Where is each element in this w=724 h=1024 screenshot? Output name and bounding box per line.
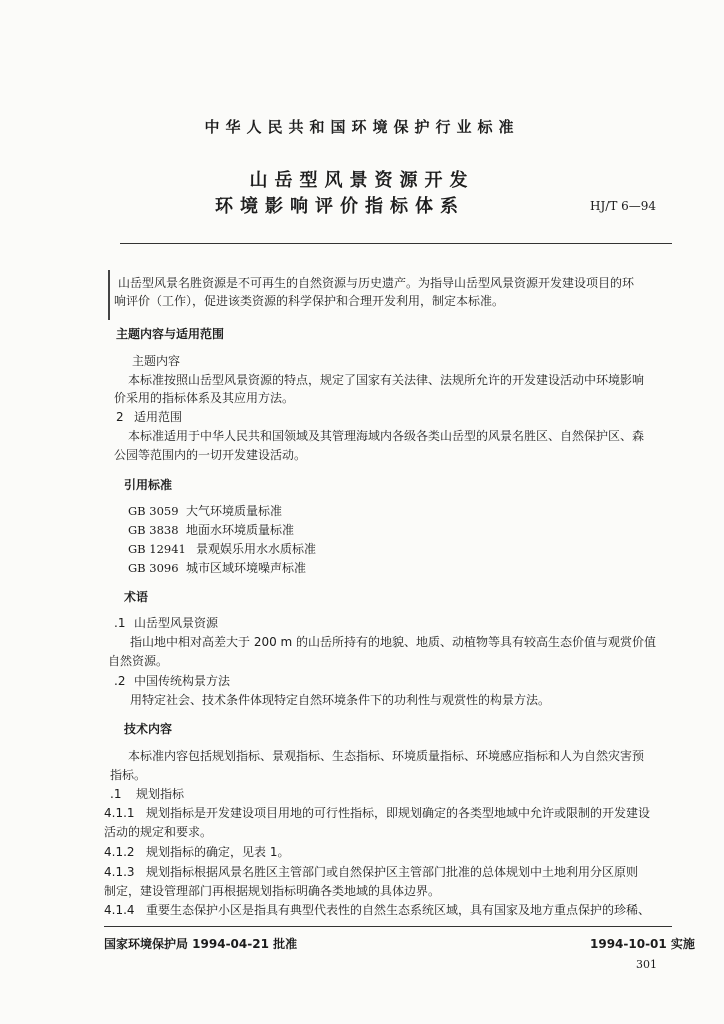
item-4-1-4-text: 重要生态保护小区是指具有典型代表性的自然生态系统区域，具有国家及地方重点保护的珍稀、: [146, 903, 651, 917]
term-1-text-1: 指山地中相对高差大于 200 m 的山岳所持有的地貌、地质、动植物等具有较高生态价值与观赏价值: [130, 635, 657, 649]
section-1-heading: 主题内容与适用范围: [116, 327, 225, 341]
reference-name: 大气环境质量标准: [186, 504, 283, 518]
reference-item: [128, 561, 306, 575]
scan-edge-mark: [108, 270, 110, 320]
section-4-heading: 技术内容: [124, 722, 173, 736]
effective-date: 1994-10-01 实施: [590, 937, 695, 951]
term-1-text-2: 自然资源。: [108, 654, 169, 668]
reference-code: GB 3059: [128, 504, 179, 518]
intro-line-1: 山岳型风景名胜资源是不可再生的自然资源与历史遗产。为指导山岳型风景资源开发建设项目的环: [118, 276, 635, 290]
footer-rule: [104, 926, 672, 927]
reference-code: GB 3096: [128, 561, 179, 575]
item-4-1-1-number: 4.1.1: [104, 806, 135, 820]
item-4-1-1-text-1: 规划指标是开发建设项目用地的可行性指标，即规划确定的各类型地域中允许或限制的开发建设: [146, 806, 651, 820]
item-4-1-3-text-2: 制定，建设管理部门再根据规划指标明确各类地域的具体边界。: [104, 884, 441, 898]
reference-name: 景观娱乐用水水质标准: [196, 542, 317, 556]
section-4-intro-1: 本标准内容包括规划指标、景观指标、生态指标、环境质量指标、环境感应指标和人为自然灾害预: [128, 749, 645, 763]
reference-name: 城市区域环境噪声标准: [186, 561, 307, 575]
reference-code: GB 12941: [128, 542, 186, 556]
header-rule: [120, 243, 672, 244]
term-1-number: .1: [114, 616, 126, 630]
page-number: 301: [636, 958, 657, 971]
reference-code: GB 3838: [128, 523, 179, 537]
document-title-line1: 山岳型风景资源开发: [249, 170, 475, 191]
term-1-heading: 山岳型风景资源: [134, 616, 219, 630]
reference-name: 地面水环境质量标准: [186, 523, 295, 537]
section-1-1-text-1: 本标准按照山岳型风景资源的特点，规定了国家有关法律、法规所允许的开发建设活动中环境影响: [128, 373, 645, 387]
document-organization: 中华人民共和国环境保护行业标准: [204, 118, 520, 136]
term-2-heading: 中国传统构景方法: [134, 674, 231, 688]
section-1-2-number: 2: [116, 410, 124, 424]
standard-code: HJ/T 6—94: [590, 199, 657, 213]
item-4-1-3-number: 4.1.3: [104, 865, 135, 879]
item-4-1-3-text-1: 规划指标根据风景名胜区主管部门或自然保护区主管部门批准的总体规划中土地利用分区原则: [146, 865, 639, 879]
term-2-number: .2: [114, 674, 126, 688]
section-1-1-heading: 主题内容: [132, 354, 181, 368]
section-4-1-number: .1: [110, 787, 122, 801]
item-4-1-4-number: 4.1.4: [104, 903, 135, 917]
section-2-heading: 引用标准: [124, 478, 173, 492]
section-4-1-heading: 规划指标: [136, 787, 185, 801]
section-3-heading: 术语: [124, 590, 149, 604]
section-4-intro-2: 指标。: [110, 768, 147, 782]
section-1-2-text-1: 本标准适用于中华人民共和国领域及其管理海域内各级各类山岳型的风景名胜区、自然保护区、森: [128, 429, 645, 443]
approval-line: 国家环境保护局 1994-04-21 批准: [104, 937, 298, 951]
item-4-1-1-text-2: 活动的规定和要求。: [104, 825, 213, 839]
item-4-1-2-text: 规划指标的确定，见表 1。: [146, 845, 290, 859]
term-2-text: 用特定社会、技术条件体现特定自然环境条件下的功利性与观赏性的构景方法。: [130, 693, 551, 707]
item-4-1-2-number: 4.1.2: [104, 845, 135, 859]
section-1-2-text-2: 公园等范围内的一切开发建设活动。: [114, 448, 307, 462]
section-1-2-heading: 适用范围: [134, 410, 183, 424]
reference-item: [128, 523, 294, 537]
reference-item: [128, 504, 282, 518]
reference-item: [128, 542, 316, 556]
document-title-line2: 环境影响评价指标体系: [215, 196, 465, 217]
intro-line-2: 响评价（工作），促进该类资源的科学保护和合理开发利用，制定本标准。: [114, 294, 505, 308]
section-1-1-text-2: 价采用的指标体系及其应用方法。: [114, 391, 295, 405]
